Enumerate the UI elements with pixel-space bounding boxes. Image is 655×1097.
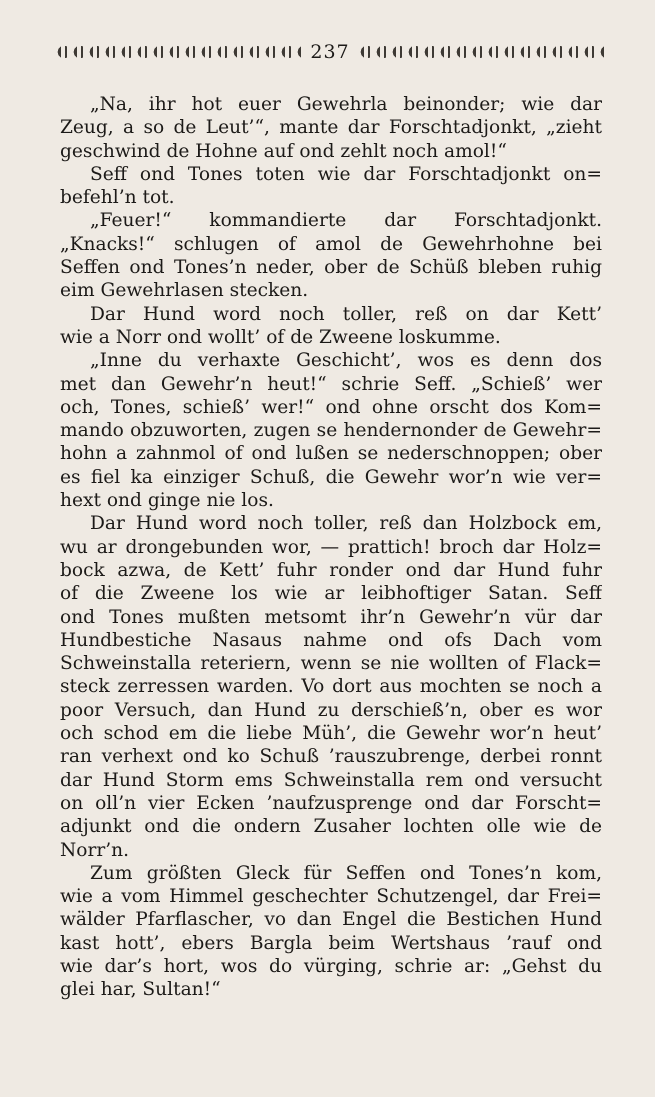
- text-line: bock azwa, de Kett’ fuhr ronder ond dar Hund fuhr: [60, 559, 602, 581]
- text-line: kast hott’, ebers Bargla beim Wertshaus ’rauf ond: [60, 932, 602, 954]
- text-line: wälder Pfarflascher, vo dan Engel die Bestichen Hund: [60, 909, 602, 931]
- page-number: 237: [310, 41, 350, 63]
- text-line: Zum größten Gleck für Seffen ond Tones’n kom,: [90, 862, 602, 884]
- text-line: Dar Hund word noch toller, reß on dar Kett’: [90, 303, 602, 325]
- left-ornament-icon: [56, 44, 301, 60]
- text-line: hohn a zahnmol of ond lußen se nederschnoppen; ober: [60, 443, 602, 465]
- text-line: Schweinstalla reteriern, wenn se nie wollten of Flack=: [60, 653, 602, 675]
- text-line: mando obzuworten, zugen se hendernonder de Gewehr=: [60, 420, 602, 442]
- running-header: [56, 40, 604, 64]
- text-line: hext ond ginge nie los.: [60, 490, 274, 512]
- text-line: Hundbestiche Nasaus nahme ond ofs Dach vom: [60, 629, 602, 651]
- text-line: poor Versuch, dan Hund zu derschieß’n, ober es wor: [60, 699, 602, 721]
- text-line: geschwind de Hohne auf ond zehlt noch amol!“: [60, 140, 507, 162]
- text-line: ond Tones mußten metsomt ihr’n Gewehr’n vür dar: [60, 606, 602, 628]
- right-ornament-icon: [359, 44, 604, 60]
- text-line: ran verhext ond ko Schuß ’rauszubrenge, derbei ronnt: [60, 746, 602, 768]
- text-line: of die Zweene los wie ar leibhoftiger Satan. Seff: [60, 583, 602, 605]
- text-line: och schod em die liebe Müh’, die Gewehr wor’n heut’: [60, 723, 602, 745]
- text-line: wie a vom Himmel geschechter Schutzengel, dar Frei=: [60, 886, 602, 908]
- text-line: es fiel ka einziger Schuß, die Gewehr wor’n wie ver=: [60, 466, 602, 488]
- text-line: met dan Gewehr’n heut!“ schrie Seff. „Schieß’ wer: [60, 373, 602, 395]
- text-line: „Feuer!“ kommandierte dar Forschtadjonkt.: [90, 210, 602, 232]
- text-line: dar Hund Storm ems Schweinstalla rem ond versucht: [60, 769, 602, 791]
- text-line: Norr’n.: [60, 839, 130, 861]
- text-line: Dar Hund word noch toller, reß dan Holzbock em,: [90, 513, 602, 535]
- text-line: wie a Norr ond wollt’ of de Zweene loskumme.: [60, 326, 501, 348]
- text-line: wu ar drongebunden wor, — prattich! broch dar Holz=: [60, 536, 602, 558]
- text-line: adjunkt ond die ondern Zusaher lochten olle wie de: [60, 816, 602, 838]
- text-line: „Inne du verhaxte Geschicht’, wos es denn dos: [90, 350, 602, 372]
- text-line: befehl’n tot.: [60, 187, 175, 209]
- text-line: on oll’n vier Ecken ’naufzusprenge ond dar Forscht=: [60, 792, 602, 814]
- text-line: Zeug, a so de Leut’“, mante dar Forschtadjonkt, „zieht: [60, 117, 602, 139]
- text-line: „Na, ihr hot euer Gewehrla beinonder; wie dar: [90, 94, 602, 115]
- text-line: Seffen ond Tones’n neder, ober de Schüß bleben ruhig: [60, 257, 602, 279]
- body-text: [60, 93, 602, 1002]
- text-line: Seff ond Tones toten wie dar Forschtadjonkt on=: [90, 163, 602, 185]
- text-line: eim Gewehrlasen stecken.: [60, 280, 309, 302]
- text-line: „Knacks!“ schlugen of amol de Gewehrhohne bei: [60, 233, 602, 255]
- text-line: steck zerressen warden. Vo dort aus mochten se noch a: [60, 676, 602, 698]
- text-line: och, Tones, schieß’ wer!“ ond ohne orscht dos Kom=: [60, 396, 602, 418]
- text-line: wie dar’s hort, wos do vürging, schrie ar: „Gehst du: [60, 955, 602, 977]
- text-line: glei har, Sultan!“: [60, 979, 221, 1001]
